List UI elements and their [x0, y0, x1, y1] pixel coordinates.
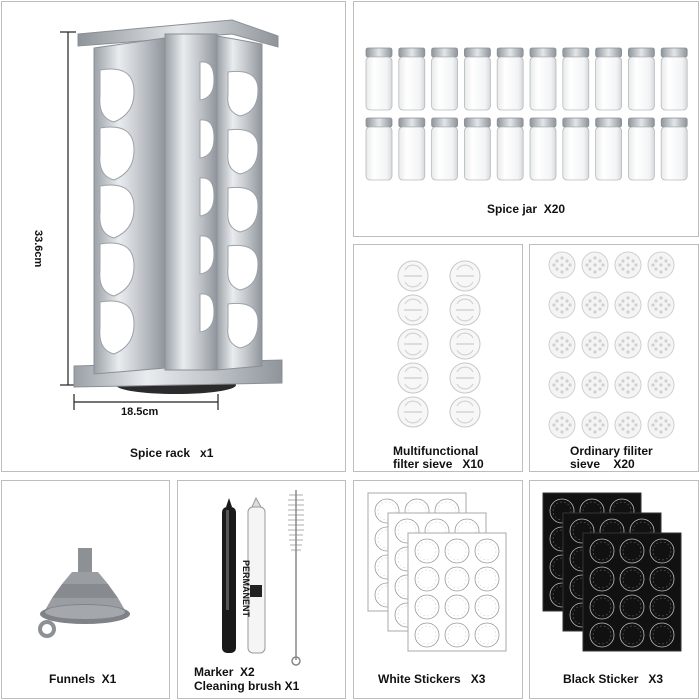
marker-pens-brush-image — [222, 490, 304, 665]
multi-sieve — [398, 295, 428, 325]
funnel-caption: Funnels X1 — [49, 672, 117, 686]
ordinary-sieve — [615, 412, 641, 438]
spice-jar — [628, 48, 654, 110]
black-sticker-sheet — [583, 533, 681, 651]
white-stickers-caption: White Stickers X3 — [378, 672, 486, 686]
multi-sieve — [398, 329, 428, 359]
marker-pen-text: PERMANENT — [241, 560, 251, 618]
spice-jar — [596, 118, 622, 180]
spice-jar — [464, 48, 490, 110]
spice-jar — [661, 118, 687, 180]
ordinary-sieve — [582, 292, 608, 318]
ordinary-sieve-caption-1: Ordinary filiter — [570, 444, 653, 458]
ordinary-sieve — [549, 252, 575, 278]
ordinary-sieve — [615, 252, 641, 278]
spice-jar — [661, 48, 687, 110]
rack-height-label: 33.6cm — [32, 230, 44, 268]
spice-jar — [366, 118, 392, 180]
spice-jars-image — [366, 48, 687, 180]
ordinary-sieve — [582, 332, 608, 358]
white-sticker-sheet — [408, 533, 506, 651]
multi-sieve — [450, 295, 480, 325]
spice-jar — [596, 48, 622, 110]
ordinary-sieve — [549, 372, 575, 398]
ordinary-sieve — [549, 332, 575, 358]
spice-rack-caption: Spice rack x1 — [130, 446, 214, 460]
spice-jar — [399, 48, 425, 110]
ordinary-sieve — [648, 412, 674, 438]
ordinary-sieve — [582, 252, 608, 278]
ordinary-sieve — [648, 292, 674, 318]
ordinary-sieve — [615, 332, 641, 358]
ordinary-sieve-caption-2: sieve X20 — [570, 457, 635, 471]
ordinary-sieve — [648, 372, 674, 398]
multi-sieve — [398, 397, 428, 427]
spice-rack-image — [60, 20, 282, 410]
multi-sieve — [398, 363, 428, 393]
ordinary-sieve — [582, 372, 608, 398]
spice-jar — [399, 118, 425, 180]
multi-sieve — [450, 363, 480, 393]
spice-jar — [432, 48, 458, 110]
spice-jar — [366, 48, 392, 110]
ordinary-sieve — [648, 332, 674, 358]
marker-caption: Marker X2 — [194, 665, 255, 679]
multifunctional-sieves-image — [398, 261, 480, 427]
spice-jar-caption: Spice jar X20 — [487, 202, 566, 216]
black-sticker-sheets-image — [543, 493, 681, 651]
ordinary-sieve — [615, 372, 641, 398]
collapsible-funnel-image — [40, 548, 130, 636]
brush-caption: Cleaning brush X1 — [194, 679, 300, 693]
multi-sieve — [450, 261, 480, 291]
rack-width-label: 18.5cm — [121, 406, 159, 418]
spice-jar — [563, 118, 589, 180]
spice-jar — [563, 48, 589, 110]
spice-jar — [628, 118, 654, 180]
ordinary-sieve — [648, 252, 674, 278]
multi-sieve-caption-1: Multifunctional — [393, 444, 479, 458]
multi-sieve — [450, 397, 480, 427]
spice-jar — [530, 48, 556, 110]
ordinary-sieve — [615, 292, 641, 318]
white-sticker-sheets-image — [368, 493, 506, 651]
multi-sieve — [398, 261, 428, 291]
multi-sieve-caption-2: filter sieve X10 — [393, 457, 484, 471]
spice-jar — [464, 118, 490, 180]
spice-jar — [432, 118, 458, 180]
black-stickers-caption: Black Sticker X3 — [563, 672, 664, 686]
ordinary-sieve — [549, 412, 575, 438]
spice-jar — [530, 118, 556, 180]
multi-sieve — [450, 329, 480, 359]
ordinary-sieve — [582, 412, 608, 438]
spice-jar — [497, 48, 523, 110]
ordinary-sieve — [549, 292, 575, 318]
spice-jar — [497, 118, 523, 180]
ordinary-sieves-image — [549, 252, 674, 438]
